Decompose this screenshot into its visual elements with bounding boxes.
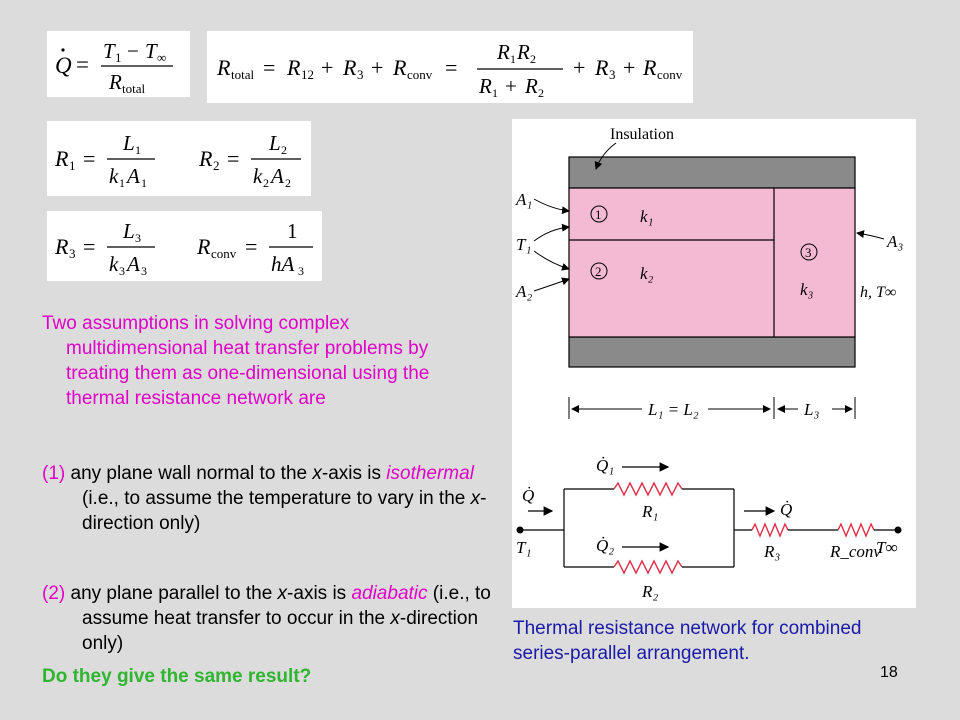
svg-text:3: 3 xyxy=(298,264,304,278)
q-mid-label: Q̇ xyxy=(780,500,793,519)
equation-total-resistance xyxy=(207,31,693,103)
composite-wall xyxy=(569,188,855,337)
assumptions-intro xyxy=(42,311,494,411)
assumption-2-text-b: -axis is xyxy=(287,583,352,604)
k1-label: k₁ xyxy=(640,207,654,226)
svg-text:=: = xyxy=(76,52,89,77)
svg-text:=: = xyxy=(83,234,96,259)
svg-text:3: 3 xyxy=(141,264,147,278)
svg-text:R: R xyxy=(343,55,357,80)
assumption-2-x1: x xyxy=(277,583,288,604)
equation-r1-r2 xyxy=(47,121,311,196)
assumption-2-x2: x xyxy=(390,608,400,629)
l1-l2-label: L₁ = L₂ xyxy=(648,400,699,419)
assumption-1-text-c: (i.e., to assume the temperature to vary in the xyxy=(82,488,471,509)
composite-wall-figure xyxy=(512,119,916,608)
page-number: 18 xyxy=(880,664,898,681)
svg-text:A: A xyxy=(127,164,140,188)
resistor-r1 xyxy=(614,483,682,495)
svg-text:R: R xyxy=(595,55,609,80)
assumption-1-text-d: -direction only) xyxy=(82,488,487,534)
svg-text:L: L xyxy=(269,131,281,155)
svg-text:2: 2 xyxy=(281,143,287,157)
resistor-r3 xyxy=(752,524,788,536)
svg-text:R: R xyxy=(55,146,69,171)
svg-text:k: k xyxy=(109,164,119,188)
r3-label: R₃ xyxy=(764,542,781,561)
svg-text:=: = xyxy=(83,146,96,171)
svg-text:total: total xyxy=(122,81,146,96)
svg-text:1: 1 xyxy=(492,86,498,100)
assumption-1-number: (1) xyxy=(42,463,66,484)
svg-text:A: A xyxy=(271,164,284,188)
svg-text:Q: Q xyxy=(55,53,72,78)
assumption-2-number: (2) xyxy=(42,583,66,604)
svg-text:12: 12 xyxy=(301,67,314,82)
assumption-1-isothermal: isothermal xyxy=(386,463,474,484)
resistor-rconv xyxy=(838,524,874,536)
r1-label: R₁ xyxy=(642,502,659,521)
thermal-resistance-network xyxy=(516,456,902,601)
svg-text:+: + xyxy=(623,55,636,80)
svg-text:L: L xyxy=(123,131,135,155)
layer-3-number: 3 xyxy=(805,245,812,260)
svg-text:+: + xyxy=(371,55,384,80)
composite-wall-diagram xyxy=(512,119,916,608)
svg-text:1: 1 xyxy=(119,176,125,190)
a1-label: A₁ xyxy=(516,190,533,209)
svg-text:=: = xyxy=(263,55,276,80)
svg-text:1: 1 xyxy=(287,219,298,243)
svg-text:=: = xyxy=(227,146,240,171)
k2-label: k₂ xyxy=(640,264,654,283)
equation-heat-rate xyxy=(47,31,190,97)
svg-text:1: 1 xyxy=(141,176,147,190)
svg-text:=: = xyxy=(245,234,258,259)
svg-text:R: R xyxy=(109,70,122,94)
a3-label: A₃ xyxy=(887,232,904,251)
svg-text:R: R xyxy=(497,40,510,64)
svg-text:+: + xyxy=(573,55,586,80)
svg-text:R: R xyxy=(287,55,301,80)
assumption-1-x2: x xyxy=(470,488,481,509)
svg-text:conv: conv xyxy=(657,67,683,82)
assumption-1-text-a: any plane wall normal to the xyxy=(65,463,313,484)
assumption-2-adiabatic: adiabatic xyxy=(351,583,428,604)
svg-text:2: 2 xyxy=(263,176,269,190)
assumption-1-x1: x xyxy=(312,463,322,484)
svg-text:=: = xyxy=(445,55,458,80)
svg-text:+: + xyxy=(321,55,334,80)
svg-text:T: T xyxy=(103,39,115,63)
l3-label: L₃ xyxy=(804,400,820,419)
svg-text:total: total xyxy=(231,67,255,82)
svg-text:R: R xyxy=(525,74,538,98)
top-insulation xyxy=(569,157,855,188)
resistor-r2 xyxy=(614,561,682,573)
svg-text:k: k xyxy=(109,252,119,276)
svg-text:1: 1 xyxy=(69,158,76,173)
svg-text:R: R xyxy=(199,146,213,171)
tinf-network-label: T∞ xyxy=(876,538,898,557)
svg-text:R: R xyxy=(55,234,69,259)
svg-text:−: − xyxy=(127,39,139,63)
assumption-1 xyxy=(42,461,494,536)
h-tinf-label: h, T∞ xyxy=(860,284,897,301)
svg-text:T: T xyxy=(145,39,157,63)
svg-text:∞: ∞ xyxy=(157,50,167,65)
equation-r3-rconv xyxy=(47,211,322,281)
svg-text:R: R xyxy=(479,74,492,98)
t1-network-label: T₁ xyxy=(516,538,532,557)
svg-text:2: 2 xyxy=(538,86,544,100)
layer-1-number: 1 xyxy=(595,207,602,222)
svg-text:conv: conv xyxy=(211,246,237,261)
svg-text:1: 1 xyxy=(135,143,141,157)
q2-label: Q̇₂ xyxy=(596,536,615,555)
intro-text: Two assumptions in solving complex multidimensional heat transfer problems by treating them as one-dimensional using the thermal resistance network are xyxy=(42,313,430,409)
svg-text:3: 3 xyxy=(135,231,141,245)
rconv-label: R_conv xyxy=(830,542,881,561)
svg-text:3: 3 xyxy=(357,67,364,82)
assumption-2-text-a: any plane parallel to the xyxy=(65,583,278,604)
svg-text:hA: hA xyxy=(271,252,295,276)
a2-label: A₂ xyxy=(516,282,533,301)
svg-text:3: 3 xyxy=(609,67,616,82)
svg-text:3: 3 xyxy=(119,264,125,278)
q1-label: Q̇₁ xyxy=(596,456,615,475)
svg-text:R: R xyxy=(393,55,407,80)
k3-label: k₃ xyxy=(800,280,814,299)
question-text: Do they give the same result? xyxy=(42,666,312,687)
svg-text:+: + xyxy=(505,74,517,98)
svg-text:1: 1 xyxy=(115,50,122,65)
r2-label: R₂ xyxy=(642,582,659,601)
svg-text:L: L xyxy=(123,219,135,243)
assumption-2 xyxy=(42,581,494,656)
assumption-1-text-b: -axis is xyxy=(321,463,387,484)
svg-text:2: 2 xyxy=(285,176,291,190)
layer-2-number: 2 xyxy=(595,264,602,279)
bottom-insulation xyxy=(569,337,855,367)
svg-text:R: R xyxy=(217,55,231,80)
svg-text:R: R xyxy=(197,234,211,259)
svg-text:k: k xyxy=(253,164,263,188)
figure-caption: Thermal resistance network for combined series-parallel arrangement. xyxy=(513,618,862,664)
svg-text:A: A xyxy=(127,252,140,276)
svg-text:1: 1 xyxy=(510,52,516,66)
svg-text:R: R xyxy=(517,40,530,64)
t1-label: T₁ xyxy=(516,235,532,254)
assumption-2-text-d: -direction only) xyxy=(82,608,479,654)
svg-text:2: 2 xyxy=(530,52,536,66)
svg-text:R: R xyxy=(643,55,657,80)
svg-text:2: 2 xyxy=(213,158,220,173)
svg-text:conv: conv xyxy=(407,67,433,82)
q-in-label: Q̇ xyxy=(522,486,535,505)
svg-text:3: 3 xyxy=(69,246,76,261)
assumption-2-text-c: (i.e., to assume heat transfer to occur in the xyxy=(82,583,491,629)
insulation-label: Insulation xyxy=(610,126,674,143)
